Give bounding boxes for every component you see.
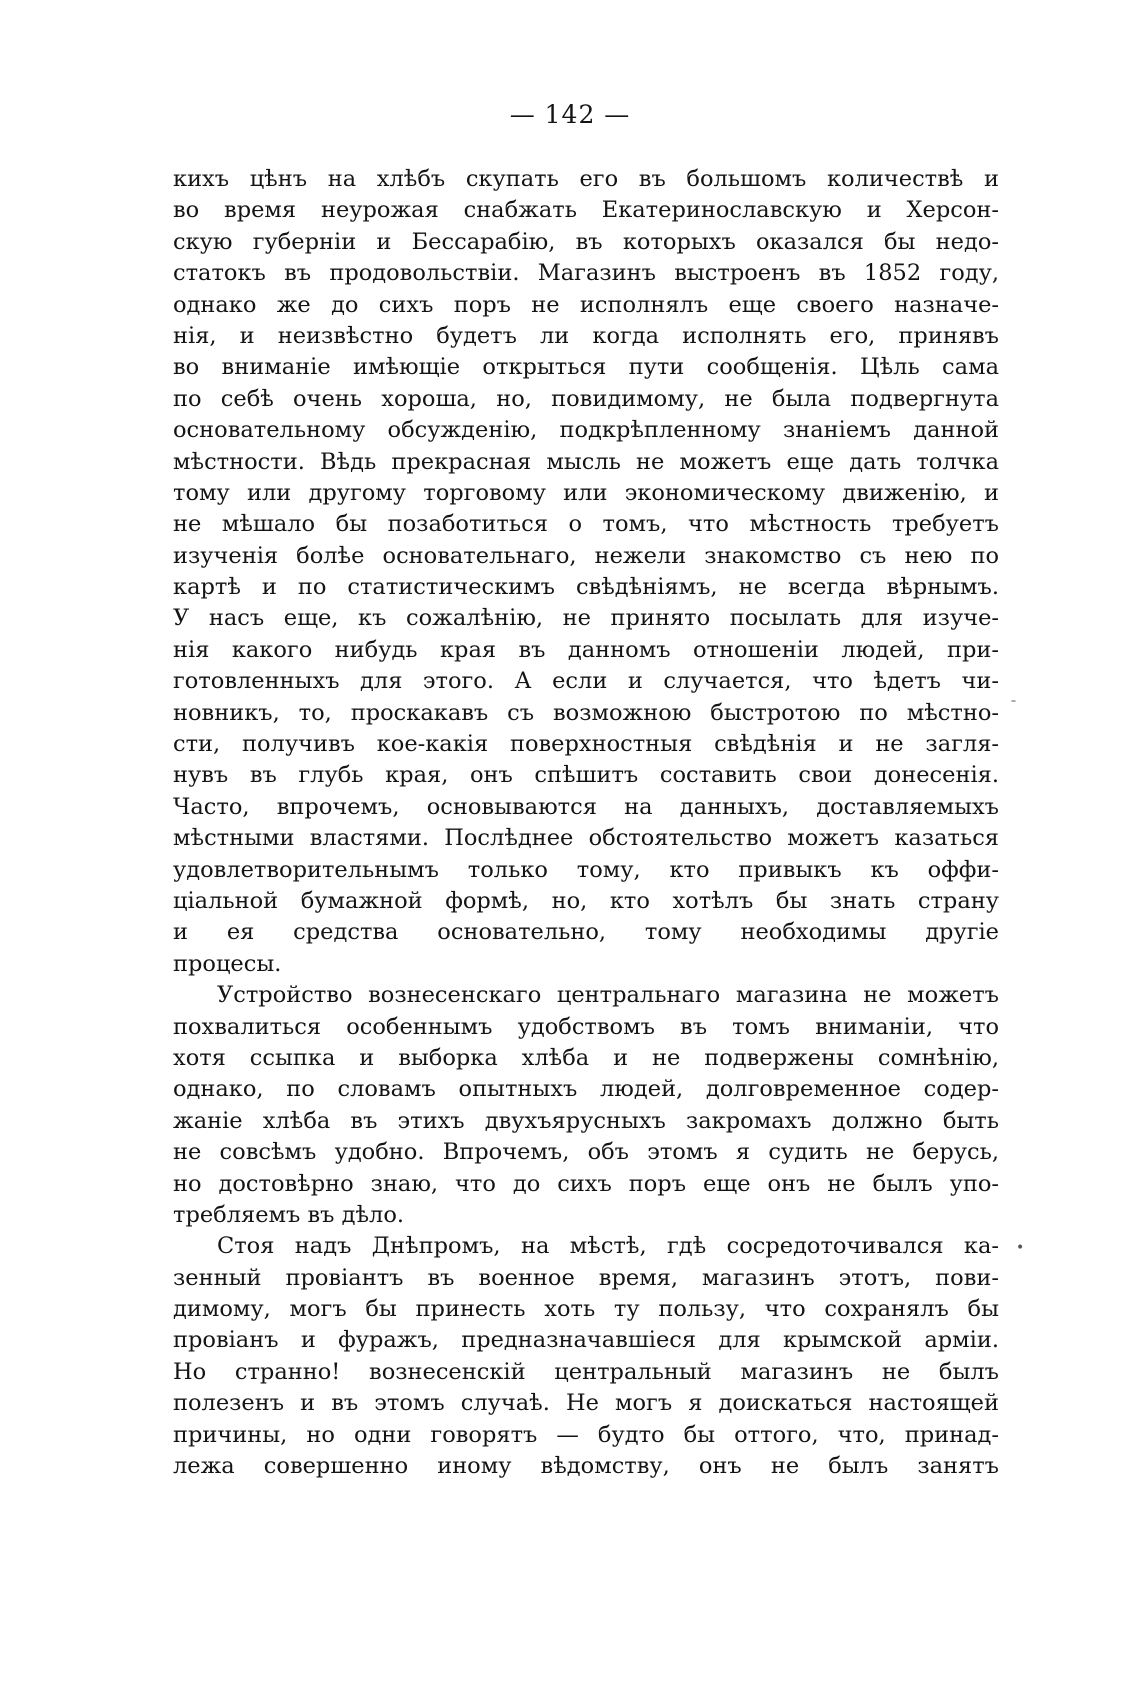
text-line: новникъ, то, проскакавъ съ возможною быстротою по мѣстно- [173, 699, 999, 726]
text-line: Часто, впрочемъ, основываются на данныхъ, доставляемыхъ [173, 793, 999, 820]
text-line: Стоя надъ Днѣпромъ, на мѣстѣ, гдѣ сосредоточивался ка- [217, 1233, 999, 1260]
text-line: мѣстными властями. Послѣднее обстоятельство можетъ казаться [173, 825, 999, 852]
text-line: сти, получивъ кое-какія поверхностныя свѣдѣнія и не загля- [173, 731, 999, 758]
text-line: полезенъ и въ этомъ случаѣ. Не могъ я доискаться настоящей [173, 1390, 999, 1417]
scan-speck: ˉ [1010, 699, 1017, 715]
text-line: основательному обсужденію, подкрѣпленному знаніемъ данной [173, 417, 999, 444]
text-line: картѣ и по статистическимъ свѣдѣніямъ, не всегда вѣрнымъ. [173, 574, 999, 601]
text-line: по себѣ очень хороша, но, повидимому, не была подвергнута [173, 385, 999, 412]
text-line: требляемъ въ дѣло. [173, 1201, 405, 1228]
text-line: похвалиться особеннымъ удобствомъ въ томъ вниманіи, что [173, 1013, 999, 1040]
text-line: процесы. [173, 950, 282, 977]
paragraph-2 [173, 980, 999, 1231]
text-line: однако, по словамъ опытныхъ людей, долговременное содер- [173, 1076, 999, 1103]
text-line: но достовѣрно знаю, что до сихъ поръ еще онъ не былъ упо- [173, 1170, 999, 1197]
text-line: провіанъ и фуражъ, предназначавшіеся для крымской арміи. [173, 1327, 999, 1354]
text-line: димому, могъ бы принесть хоть ту пользу, что сохранялъ бы [173, 1296, 999, 1323]
text-line: нувъ въ глубь края, онъ спѣшитъ составить свои донесенія. [173, 762, 999, 789]
text-line: готовленныхъ для этого. А если и случается, что ѣдетъ чи- [173, 668, 999, 695]
text-line: Но странно! вознесенскій центральный магазинъ не былъ [173, 1358, 999, 1385]
text-line: мѣстности. Вѣдь прекрасная мысль не можетъ еще дать толчка [173, 448, 999, 475]
text-line: нія какого нибудь края въ данномъ отношеніи людей, при- [173, 636, 999, 663]
text-line: жаніе хлѣба въ этихъ двухъярусныхъ закромахъ должно быть [173, 1107, 999, 1134]
text-line: скую губерніи и Бессарабію, въ которыхъ оказался бы недо- [173, 228, 999, 255]
text-line: причины, но одни говорятъ — будто бы оттого, что, принад- [173, 1421, 999, 1448]
text-line: хотя ссыпка и выборка хлѣба и не подвержены сомнѣнію, [173, 1044, 999, 1071]
text-line: однако же до сихъ поръ не исполнялъ еще своего назначе- [173, 291, 999, 318]
text-line: Устройство вознесенскаго центральнаго магазина не можетъ [217, 982, 999, 1009]
body-text [173, 164, 999, 1482]
text-line: зенный провіантъ въ военное время, магазинъ этотъ, пови- [173, 1264, 999, 1291]
text-line: во вниманіе имѣющіе открыться пути сообщенія. Цѣль сама [173, 354, 999, 381]
text-line: кихъ цѣнъ на хлѣбъ скупать его въ большомъ количествѣ и [173, 166, 999, 192]
text-line: тому или другому торговому или экономическому движенію, и [173, 479, 999, 506]
text-line: и ея средства основательно, тому необходимы другіе [173, 919, 999, 946]
scan-speck: • [1016, 1240, 1025, 1256]
text-line: нія, и неизвѣстно будетъ ли когда исполнять его, принявъ [173, 322, 999, 349]
text-line: лежа совершенно иному вѣдомству, онъ не былъ занятъ [173, 1453, 999, 1480]
text-line: У насъ еще, къ сожалѣнію, не принято посылать для изуче- [173, 605, 999, 632]
paragraph-3 [173, 1231, 999, 1482]
text-line: ціальной бумажной формѣ, но, кто хотѣлъ бы знать страну [173, 887, 999, 914]
text-line: статокъ въ продовольствіи. Магазинъ выстроенъ въ 1852 году, [173, 260, 999, 287]
text-line: изученія болѣе основательнаго, нежели знакомство съ нею по [173, 542, 999, 569]
page-number: — 142 — [509, 100, 631, 129]
paragraph-1 [173, 164, 999, 980]
text-line: во время неурожая снабжать Екатеринославскую и Херсон- [173, 197, 999, 224]
text-line: удовлетворительнымъ только тому, кто привыкъ къ оффи- [173, 856, 999, 883]
text-line: не совсѣмъ удобно. Впрочемъ, объ этомъ я судить не берусь, [173, 1139, 999, 1166]
text-line: не мѣшало бы позаботиться о томъ, что мѣстность требуетъ [173, 511, 999, 538]
